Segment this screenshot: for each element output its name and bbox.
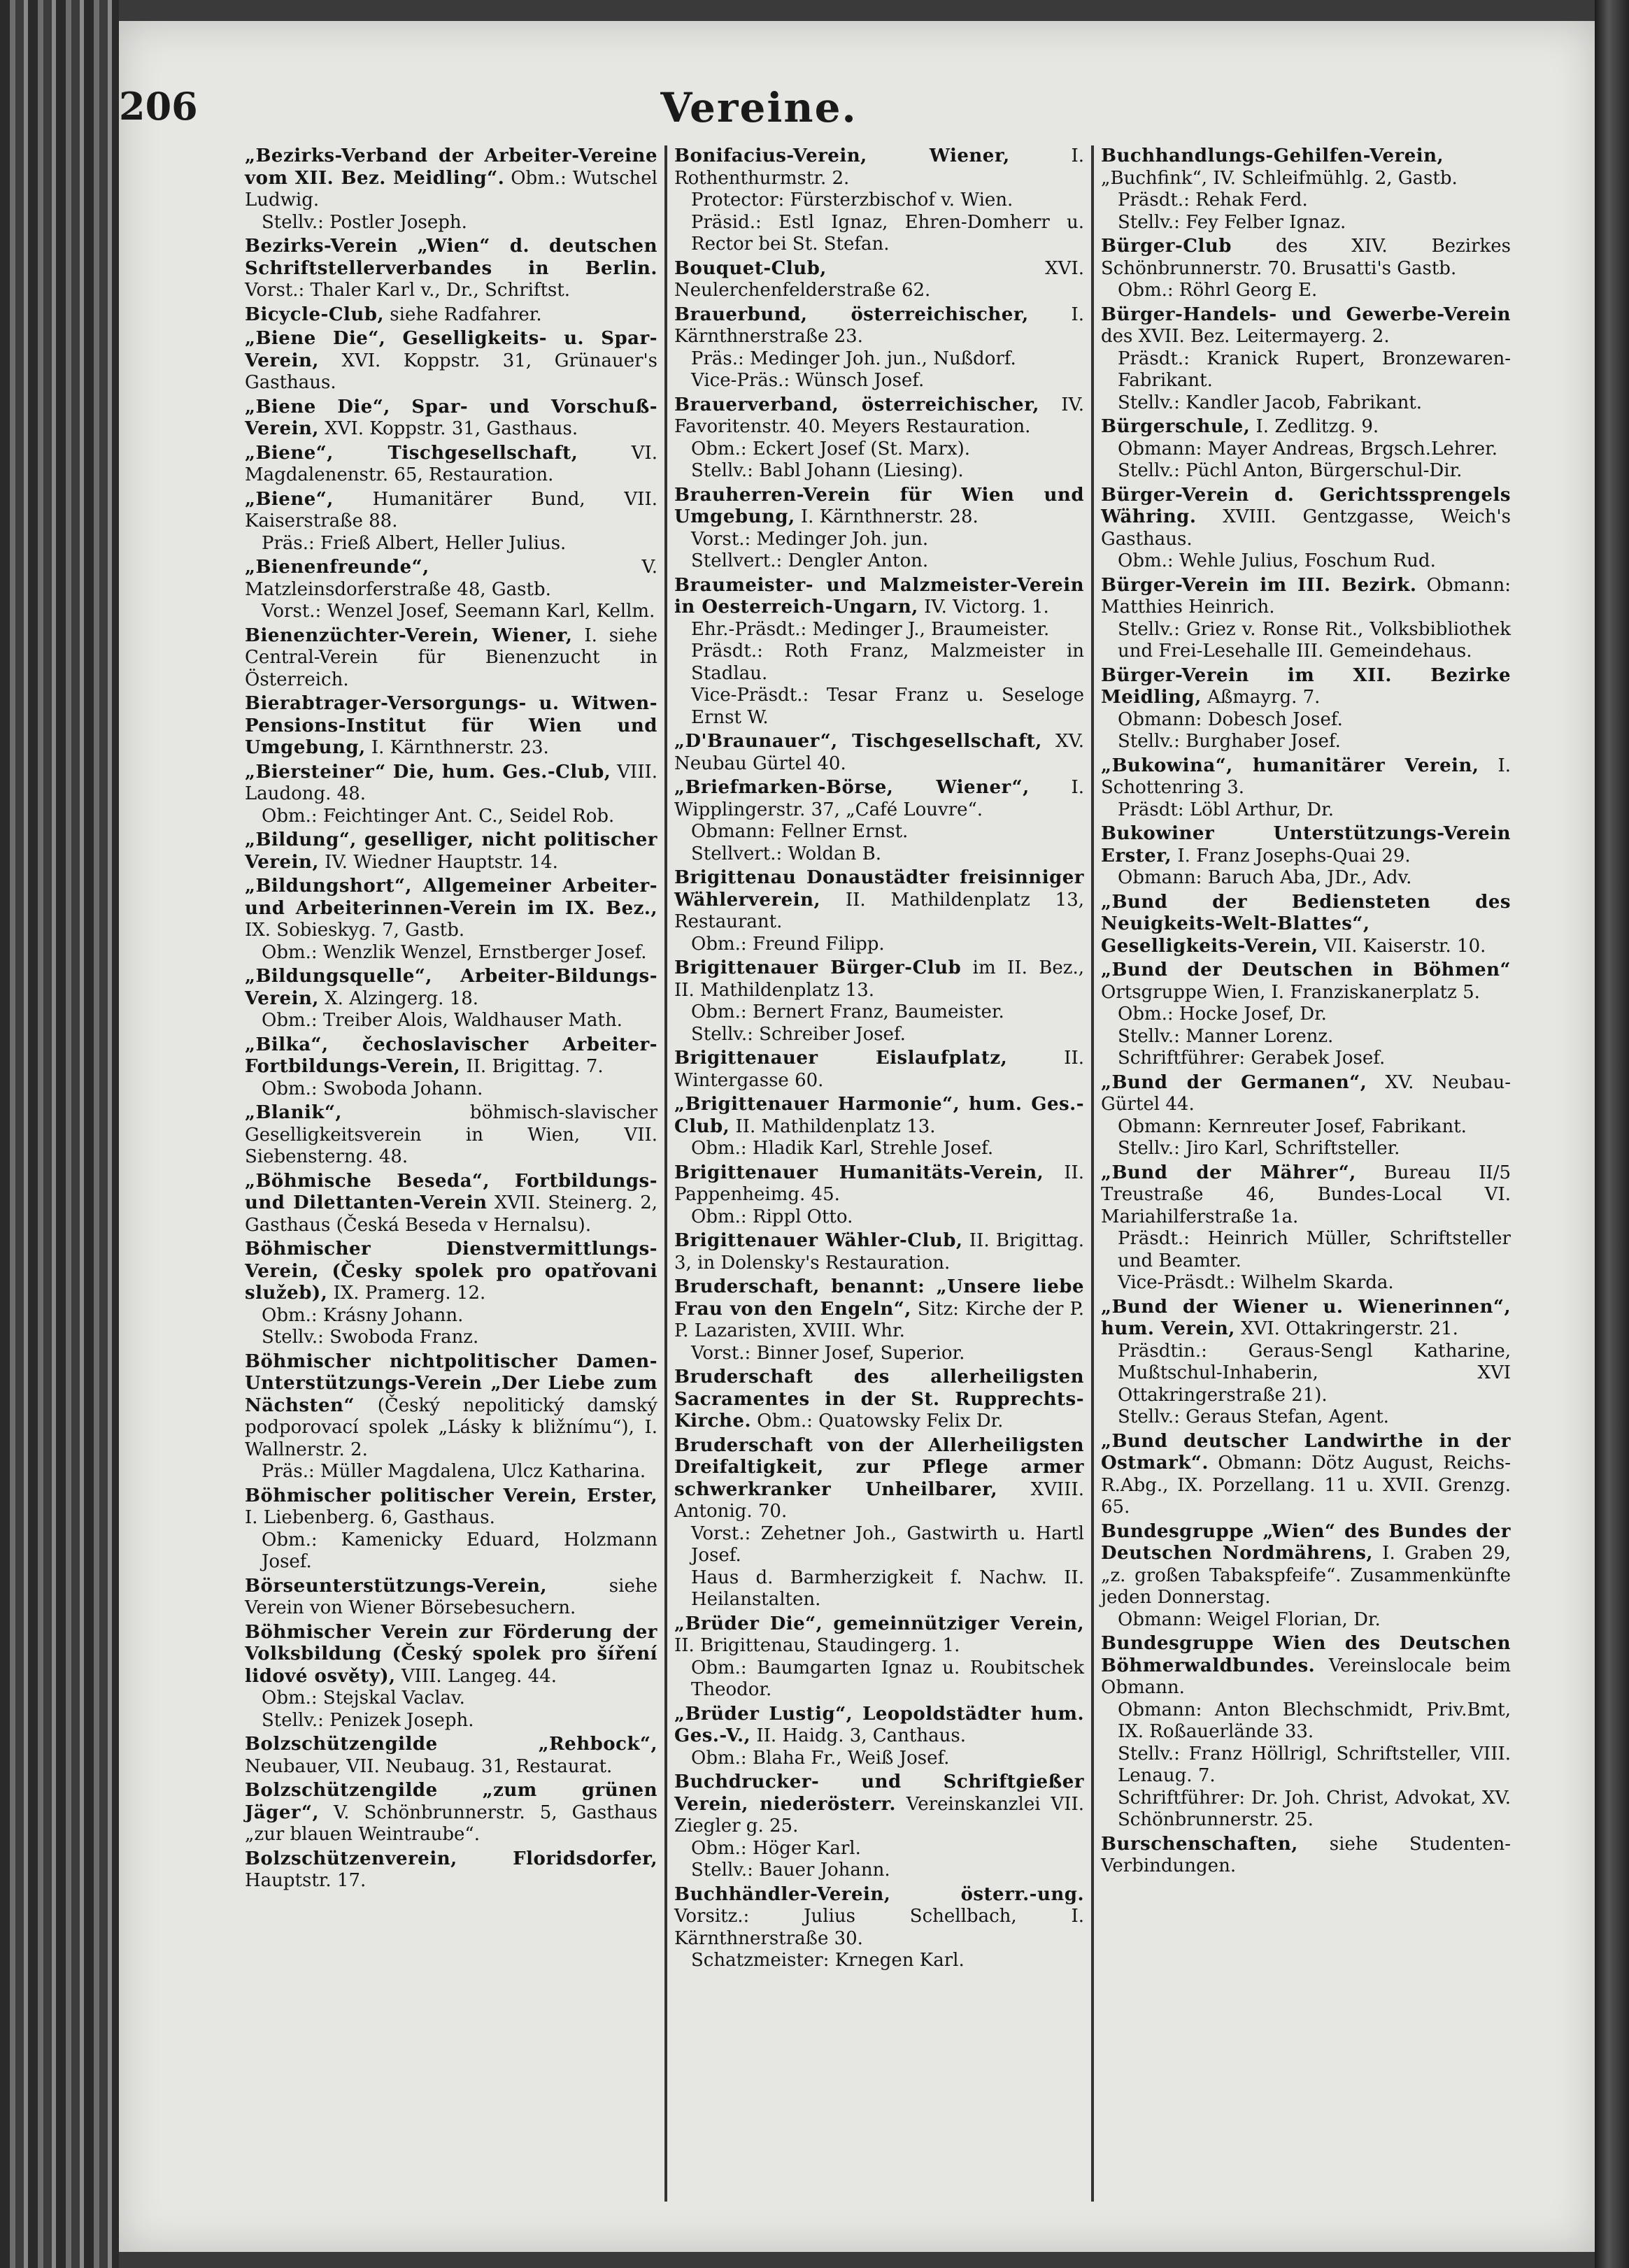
entry-detail: I. Schottenring 3.	[1101, 755, 1511, 798]
directory-entry	[245, 1239, 657, 1349]
entry-name: Buchdrucker- und Schriftgießer Verein, niederösterr.	[674, 1771, 1084, 1815]
entry-detail: Obm.: Röhrl Georg E.	[1118, 280, 1318, 301]
entry-detail: Obm.: Wehle Julius, Foschum Rud.	[1118, 550, 1436, 571]
entry-detail: VIII. Laudong. 48.	[245, 761, 658, 804]
entry-detail: Obm.: Rippl Otto.	[691, 1206, 853, 1227]
entry-detail: II. Wintergasse 60.	[674, 1048, 1084, 1091]
entry-detail: XVII. Steinerg. 2, Gasthaus (Česká Beseda v Hernalsu).	[245, 1192, 657, 1236]
entry-detail: Präs.: Frieß Albert, Heller Julius.	[262, 532, 567, 554]
entry-detail: Hauptstr. 17.	[245, 1870, 367, 1891]
directory-entry	[245, 557, 657, 623]
directory-entry	[245, 145, 657, 234]
entry-detail: im II. Bez., II. Mathildenplatz 13.	[674, 957, 1084, 1001]
directory-entry	[245, 1485, 657, 1574]
entry-detail: Obmann: Mayer Andreas, Brgsch.Lehrer.	[1118, 438, 1498, 459]
entry-detail: Obm.: Treiber Alois, Waldhauser Math.	[262, 1010, 623, 1031]
entry-detail: Stellv.: Burghaber Josef.	[1118, 731, 1341, 752]
directory-entry	[245, 304, 657, 327]
column-right	[1091, 145, 1518, 2202]
entry-detail: Stellv.: Griez v. Ronse Rit., Volksbibliothek und Frei-Lesehalle III. Gemeindehaus.	[1118, 618, 1511, 662]
entry-name: Buchhändler-Verein, österr.-ung.	[674, 1883, 1084, 1905]
directory-entry	[245, 443, 657, 487]
directory-entry	[674, 1884, 1084, 1972]
entry-name: Böhmischer nichtpolitischer Damen-Unterstützungs-Verein „Der Liebe zum Nächsten“	[245, 1350, 657, 1416]
entry-name: Bruderschaft von der Allerheiligsten Dreifaltigkeit, zur Pflege armer schwerkranker Unheilbarer,	[674, 1434, 1084, 1500]
entry-detail: Bureau II/5 Treustraße 46, Bundes-Local VI. Mariahilferstraße 1a.	[1101, 1162, 1511, 1227]
directory-entry	[674, 1276, 1084, 1364]
entry-detail: Stellvert.: Dengler Anton.	[691, 550, 929, 571]
entry-detail: Stellv.: Franz Höllrigl, Schriftsteller, VIII. Lenaug. 7.	[1118, 1743, 1511, 1786]
directory-entry	[674, 731, 1084, 775]
entry-name: „Bund der Bediensteten des Neuigkeits-Welt-Blattes“, Geselligkeits-Verein,	[1101, 891, 1511, 957]
entry-detail: Vorst.: Wenzel Josef, Seemann Karl, Kellm.	[262, 601, 655, 622]
entry-detail: Vorst.: Medinger Joh. jun.	[691, 528, 929, 550]
entry-detail: Präs.: Medinger Joh. jun., Nußdorf.	[691, 348, 1016, 369]
entry-detail: Obmann: Dobesch Josef.	[1118, 708, 1343, 730]
entry-detail: Obm.: Wenzlik Wenzel, Ernstberger Josef.	[262, 941, 647, 963]
directory-entry	[674, 145, 1084, 256]
entry-name: Bürger-Verein im XII. Bezirke Meidling,	[1101, 664, 1511, 708]
entry-detail: I. Kärnthnerstr. 28.	[795, 506, 979, 527]
directory-entry	[674, 258, 1084, 302]
entry-detail: Vice-Präsdt.: Tesar Franz u. Seseloge Ernst W.	[691, 685, 1084, 728]
entry-detail: siehe Verein von Wiener Börsebesuchern.	[245, 1575, 657, 1618]
entry-detail: Obm.: Hocke Josef, Dr.	[1118, 1004, 1327, 1025]
entry-name: Böhmischer politischer Verein, Erster,	[245, 1485, 657, 1506]
directory-entry	[674, 1048, 1084, 1092]
entry-detail: XVI. Neulerchenfelderstraße 62.	[674, 257, 1084, 301]
directory-entry	[674, 1162, 1084, 1229]
entry-name: „Brigittenauer Harmonie“, hum. Ges.-Club,	[674, 1094, 1084, 1137]
entry-name: „Bund der Wiener u. Wienerinnen“, hum. Verein,	[1101, 1296, 1511, 1339]
entry-name: Bürger-Verein d. Gerichtssprengels Währing.	[1101, 484, 1511, 527]
entry-detail: Stellv.: Fey Felber Ignaz.	[1118, 211, 1346, 233]
directory-entry	[1101, 416, 1511, 483]
entry-detail: VI. Magdalenenstr. 65, Restauration.	[245, 442, 657, 485]
entry-detail: XVI. Koppstr. 31, Grünauer's Gasthaus.	[245, 350, 657, 393]
entry-detail: X. Alzingerg. 18.	[318, 987, 479, 1009]
entry-detail: V. Schönbrunnerstr. 5, Gasthaus „zur blauen Weintraube“.	[245, 1802, 657, 1845]
entry-detail: siehe Studenten-Verbindungen.	[1101, 1833, 1511, 1876]
page-title: Vereine.	[660, 84, 858, 131]
entry-name: „Bildungshort“, Allgemeiner Arbeiter- und Arbeiterinnen-Verein im IX. Bez.,	[245, 876, 657, 919]
directory-entry	[245, 1351, 657, 1483]
entry-detail: I. Liebenberg. 6, Gasthaus.	[245, 1507, 495, 1528]
directory-entry	[245, 1171, 657, 1237]
entry-name: „Briefmarken-Börse, Wiener“,	[674, 777, 1030, 798]
directory-entry	[1101, 1297, 1511, 1429]
entry-detail: II. Brigittenau, Staudingerg. 1.	[674, 1635, 960, 1656]
entry-name: „Bund der Germanen“,	[1101, 1071, 1367, 1093]
entry-name: „Bildung“, geselliger, nicht politischer Verein,	[245, 829, 657, 873]
column-middle	[664, 145, 1091, 2202]
entry-name: „Biene“, Tischgesellschaft,	[245, 442, 578, 464]
entry-name: Bierabtrager-Versorgungs- u. Witwen-Pensions-Institut für Wien und Umgebung,	[245, 693, 657, 758]
entry-detail: Obmann: Matthies Heinrich.	[1101, 574, 1511, 618]
entry-detail: Vereinslocale beim Obmann.	[1101, 1655, 1511, 1698]
entry-detail: II. Haidg. 3, Canthaus.	[751, 1725, 966, 1746]
entry-name: Bienenzüchter-Verein, Wiener,	[245, 625, 573, 646]
entry-detail: Protector: Fürsterzbischof v. Wien.	[691, 190, 1013, 211]
entry-detail: „Buchfink“, IV. Schleifmühlg. 2, Gastb.	[1101, 167, 1458, 189]
entry-detail: I. Kärnthnerstr. 23.	[365, 737, 549, 758]
directory-entry	[245, 1102, 657, 1169]
entry-detail: XV. Neubau-Gürtel 44.	[1101, 1071, 1511, 1115]
entry-detail: Vorsitz.: Julius Schellbach, I. Kärnthnerstraße 30.	[674, 1906, 1084, 1949]
entry-detail: des XIV. Bezirkes Schönbrunnerstr. 70. Brusatti's Gastb.	[1101, 236, 1511, 279]
entry-detail: Obm.: Stejskal Vaclav.	[262, 1688, 465, 1709]
directory-entry	[1101, 1834, 1511, 1878]
directory-entry	[1101, 575, 1511, 663]
entry-detail: böhmisch-slavischer Geselligkeitsverein in Wien, VII. Siebensterng. 48.	[245, 1102, 657, 1167]
entry-name: Bolzschützengilde „zum grünen Jäger“,	[245, 1780, 657, 1823]
directory-entry	[245, 1780, 657, 1846]
entry-detail: XV. Neubau Gürtel 40.	[674, 731, 1084, 774]
directory-entry	[1101, 1521, 1511, 1632]
entry-name: Braumeister- und Malzmeister-Verein in Oesterreich-Ungarn,	[674, 574, 1084, 618]
entry-detail: Obm.: Krásny Johann.	[262, 1304, 464, 1326]
entry-detail: Obm.: Baumgarten Ignaz u. Roubitschek Theodor.	[691, 1657, 1084, 1700]
entry-detail: VIII. Langeg. 44.	[395, 1665, 557, 1687]
entry-name: „Bund deutscher Landwirthe in der Ostmark“.	[1101, 1430, 1511, 1474]
entry-detail: Obmann: Anton Blechschmidt, Priv.Bmt, IX. Roßauerlände 33.	[1118, 1699, 1511, 1742]
entry-name: Brauherren-Verein für Wien und Umgebung,	[674, 484, 1084, 527]
entry-detail: Präsdt.: Roth Franz, Malzmeister in Stadlau.	[691, 641, 1084, 684]
entry-detail: VII. Kaiserstr. 10.	[1318, 935, 1486, 957]
entry-name: „Biersteiner“ Die, hum. Ges.-Club,	[245, 761, 611, 783]
directory-entry	[674, 575, 1084, 729]
entry-detail: XVIII. Gentzgasse, Weich's Gasthaus.	[1101, 506, 1511, 550]
entry-detail: Aßmayrg. 7.	[1201, 687, 1321, 708]
entry-detail: Stellvert.: Woldan B.	[691, 843, 881, 864]
entry-detail: Stellv.: Babl Johann (Liesing).	[691, 460, 964, 481]
entry-detail: V. Matzleinsdorferstraße 48, Gastb.	[245, 557, 657, 600]
directory-entry	[245, 489, 657, 555]
directory-entry	[674, 485, 1084, 573]
entry-detail: Obmann: Kernreuter Josef, Fabrikant.	[1118, 1115, 1467, 1137]
directory-entry	[245, 693, 657, 759]
directory-entry	[1101, 892, 1511, 958]
entry-detail: Stellv.: Manner Lorenz.	[1118, 1025, 1334, 1047]
entry-detail: Stellv.: Bauer Johann.	[691, 1860, 890, 1881]
entry-detail: Vorst.: Zehetner Joh., Gastwirth u. Hartl Josef.	[691, 1522, 1084, 1566]
entry-detail: Obm.: Eckert Josef (St. Marx).	[691, 438, 970, 459]
entry-detail: I. siehe Central-Verein für Bienenzucht in Österreich.	[245, 625, 657, 690]
entry-detail: Obmann: Baruch Aba, JDr., Adv.	[1118, 867, 1412, 888]
directory-entry	[245, 625, 657, 692]
entry-name: Bundesgruppe Wien des Deutschen Böhmerwaldbundes.	[1101, 1633, 1511, 1676]
entry-detail: XVI. Koppstr. 31, Gasthaus.	[318, 418, 578, 439]
entry-detail: Obmann: Weigel Florian, Dr.	[1118, 1609, 1381, 1630]
entry-name: Bürger-Handels- und Gewerbe-Verein	[1101, 304, 1511, 325]
entry-name: Bonifacius-Verein, Wiener,	[674, 145, 1010, 166]
directory-entry	[674, 1094, 1084, 1160]
directory-entry	[245, 397, 657, 441]
entry-name: „Brüder Lustig“, Leopoldstädter hum. Ges.-V.,	[674, 1703, 1084, 1746]
entry-detail: I. Zedlitzg. 9.	[1250, 416, 1379, 437]
entry-detail: (Český nepolitický damský podporovací spolek „Lásky k bližnímu“), I. Wallnerstr. 2.	[245, 1395, 657, 1460]
entry-detail: IX. Sobieskyg. 7, Gastb.	[245, 920, 465, 941]
entry-name: Bolzschützenverein, Floridsdorfer,	[245, 1848, 657, 1869]
entry-detail: I. Kärnthnerstraße 23.	[674, 304, 1084, 347]
entry-name: Brauerverband, österreichischer,	[674, 394, 1039, 415]
entry-detail: des XVII. Bez. Leitermayerg. 2.	[1101, 326, 1390, 347]
entry-detail: Schriftführer: Dr. Joh. Christ, Advokat, XV. Schönbrunnerstr. 25.	[1118, 1787, 1511, 1830]
entry-name: „Brüder Die“, gemeinnütziger Verein,	[674, 1613, 1084, 1634]
entry-name: Bolzschützengilde „Rehbock“,	[245, 1734, 657, 1755]
entry-detail: Obm.: Höger Karl.	[691, 1837, 861, 1859]
directory-entry	[245, 1622, 657, 1732]
entry-detail: Haus d. Barmherzigkeit f. Nachw. II. Heilanstalten.	[691, 1567, 1084, 1610]
entry-detail: II. Brigittag. 7.	[460, 1056, 604, 1077]
entry-detail: XVIII. Antonig. 70.	[674, 1478, 1084, 1522]
entry-name: Bezirks-Verein „Wien“ d. deutschen Schriftstellerverbandes in Berlin.	[245, 236, 657, 279]
entry-name: Bukowiner Unterstützungs-Verein Erster,	[1101, 823, 1511, 866]
entry-name: „Bezirks-Verband der Arbeiter-Vereine vom XII. Bez. Meidling“.	[245, 145, 657, 189]
entry-name: Brigittenauer Eislaufplatz,	[674, 1048, 1008, 1069]
entry-name: Börseunterstützungs-Verein,	[245, 1575, 548, 1597]
book-binding	[0, 0, 119, 2268]
entry-detail: II. Mathildenplatz 13.	[730, 1115, 936, 1137]
entry-detail: Obm.: Swoboda Johann.	[262, 1078, 483, 1099]
directory-entry	[674, 1771, 1084, 1882]
directory-entry	[674, 777, 1084, 865]
entry-name: „Bildungsquelle“, Arbeiter-Bildungs-Verein,	[245, 966, 657, 1009]
entry-detail: siehe Radfahrer.	[384, 304, 542, 325]
entry-name: „Bund der Mährer“,	[1101, 1162, 1356, 1183]
entry-name: Brigittenauer Wähler-Club,	[674, 1230, 963, 1251]
entry-detail: Präsdtin.: Geraus-Sengl Katharine, Mußtschul-Inhaberin, XVI Ottakringerstraße 21).	[1118, 1340, 1511, 1406]
entry-detail: Obm.: Quatowsky Felix Dr.	[751, 1411, 1004, 1432]
entry-detail: Stellv.: Schreiber Josef.	[691, 1023, 906, 1045]
entry-detail: Stellv.: Swoboda Franz.	[262, 1327, 479, 1348]
entry-detail: II. Mathildenplatz 13, Restaurant.	[674, 889, 1084, 932]
entry-name: Bürger-Verein im III. Bezirk.	[1101, 574, 1417, 596]
entry-name: „Blanik“,	[245, 1102, 342, 1123]
entry-name: „Biene“,	[245, 488, 334, 510]
entry-detail: Obm.: Wutschel Ludwig.	[245, 167, 657, 211]
directory-entry	[1101, 485, 1511, 573]
entry-detail: Präsid.: Estl Ignaz, Ehren-Domherr u. Rector bei St. Stefan.	[691, 211, 1084, 255]
directory-entry	[245, 1848, 657, 1892]
directory-entry	[1101, 1633, 1511, 1832]
directory-entry	[245, 762, 657, 828]
entry-detail: Ortsgruppe Wien, I. Franziskanerplatz 5.	[1101, 981, 1480, 1003]
entry-detail: I. Rothenthurmstr. 2.	[674, 145, 1084, 189]
directory-entry	[245, 966, 657, 1032]
directory-entry	[674, 1230, 1084, 1274]
entry-detail: II. Pappenheimg. 45.	[674, 1162, 1084, 1205]
entry-detail: Vice-Präs.: Wünsch Josef.	[691, 370, 925, 391]
entry-detail: XVI. Ottakringerstr. 21.	[1235, 1318, 1458, 1339]
entry-name: Böhmischer Dienstvermittlungs-Verein, (Česky spolek pro opatřovani služeb),	[245, 1239, 657, 1304]
directory-entry	[674, 1613, 1084, 1702]
entry-name: Brauerbund, österreichischer,	[674, 304, 1029, 325]
entry-name: Bruderschaft des allerheiligsten Sacramentes in der St. Rupprechts-Kirche.	[674, 1367, 1084, 1432]
directory-entry	[245, 1034, 657, 1101]
directory-entry	[1101, 304, 1511, 415]
directory-entry	[1101, 823, 1511, 890]
entry-name: Bürgerschule,	[1101, 416, 1251, 437]
entry-detail: Obm.: Bernert Franz, Baumeister.	[691, 1001, 1004, 1022]
entry-name: „Bukowina“, humanitärer Verein,	[1101, 755, 1479, 776]
entry-name: Böhmischer Verein zur Förderung der Volksbildung (Český spolek pro šíření lidové osvěty),	[245, 1621, 657, 1687]
directory-entry	[245, 1576, 657, 1620]
entry-name: „Bund der Deutschen in Böhmen“	[1101, 960, 1511, 980]
directory-entry	[245, 328, 657, 394]
entry-name: „Biene Die“, Spar- und Vorschuß-Verein,	[245, 396, 657, 439]
directory-entry	[245, 236, 657, 302]
entry-detail: Obmann: Dötz August, Reichs-R.Abg., IX. Porzellang. 11 u. XVII. Grenzg. 65.	[1101, 1453, 1511, 1518]
entry-detail: Obm.: Kamenicky Eduard, Holzmann Josef.	[262, 1529, 657, 1572]
entry-detail: Obmann: Fellner Ernst.	[691, 821, 909, 842]
entry-detail: I. Graben 29, „z. großen Tabakspfeife“. Zusammenkünfte jeden Donnerstag.	[1101, 1543, 1511, 1608]
entry-name: Buchhandlungs-Gehilfen-Verein,	[1101, 145, 1444, 166]
entry-name: „Böhmische Beseda“, Fortbildungs- und Dilettanten-Verein	[245, 1170, 657, 1213]
page-number: 206	[119, 84, 198, 129]
entry-detail: I. Franz Josephs-Quai 29.	[1172, 845, 1411, 866]
entry-detail: Präs.: Müller Magdalena, Ulcz Katharina.	[262, 1461, 646, 1482]
entry-name: Burschenschaften,	[1101, 1833, 1298, 1855]
entry-detail: I. Wipplingerstr. 37, „Café Louvre“.	[674, 777, 1084, 820]
directory-entry	[1101, 665, 1511, 753]
entry-detail: Obm.: Hladik Karl, Strehle Josef.	[691, 1138, 994, 1159]
entry-name: Bicycle-Club,	[245, 304, 385, 325]
entry-detail: Stellv.: Postler Joseph.	[262, 211, 467, 233]
directory-entry	[674, 394, 1084, 483]
entry-name: Brigittenauer Bürger-Club	[674, 957, 962, 978]
entry-name: „Bienenfreunde“,	[245, 557, 429, 578]
entry-detail: IX. Pramerg. 12.	[327, 1283, 486, 1304]
entry-detail: Stellv.: Kandler Jacob, Fabrikant.	[1118, 392, 1423, 413]
directory-entry	[674, 304, 1084, 392]
directory-entry	[245, 829, 657, 873]
entry-detail: Präsdt.: Rehak Ferd.	[1118, 190, 1308, 211]
entry-detail: IV. Favoritenstr. 40. Meyers Restauration.	[674, 394, 1084, 437]
entry-detail: Vice-Präsdt.: Wilhelm Skarda.	[1118, 1272, 1394, 1293]
page-header	[119, 84, 1399, 147]
entry-detail: Schriftführer: Gerabek Josef.	[1118, 1048, 1386, 1069]
directory-entry	[1101, 755, 1511, 822]
directory-entry	[1101, 145, 1511, 234]
entry-detail: Humanitärer Bund, VII. Kaiserstraße 88.	[245, 488, 657, 532]
entry-name: Bruderschaft, benannt: „Unsere liebe Frau von den Engeln“,	[674, 1276, 1084, 1320]
directory-entry	[674, 1367, 1084, 1433]
entry-detail: Obm.: Blaha Fr., Weiß Josef.	[691, 1747, 950, 1769]
directory-entry	[1101, 1431, 1511, 1519]
page-edge	[1595, 0, 1629, 2268]
directory-columns	[238, 145, 1553, 2202]
entry-detail: Vereinskanzlei VII. Ziegler g. 25.	[674, 1793, 1084, 1836]
entry-detail: Obm.: Feichtinger Ant. C., Seidel Rob.	[262, 805, 615, 827]
entry-detail: Obm.: Freund Filipp.	[691, 933, 885, 955]
entry-name: Bürger-Club	[1101, 236, 1232, 257]
entry-detail: Präsdt.: Kranick Rupert, Bronzewaren-Fabrikant.	[1118, 348, 1511, 391]
entry-name: Brigittenau Donaustädter freisinniger Wählerverein,	[674, 867, 1084, 911]
directory-entry	[674, 1435, 1084, 1611]
directory-entry	[674, 957, 1084, 1046]
entry-detail: Stellv.: Püchl Anton, Bürgerschul-Dir.	[1118, 460, 1463, 481]
entry-detail: IV. Victorg. 1.	[918, 597, 1049, 618]
entry-detail: Präsdt: Löbl Arthur, Dr.	[1118, 799, 1334, 820]
directory-entry	[1101, 960, 1511, 1070]
entry-detail: Stellv.: Geraus Stefan, Agent.	[1118, 1406, 1389, 1427]
entry-detail: Schatzmeister: Krnegen Karl.	[691, 1950, 965, 1971]
entry-detail: Ehr.-Präsdt.: Medinger J., Braumeister.	[691, 618, 1050, 640]
entry-name: „Bilka“, čechoslavischer Arbeiter-Fortbildungs-Verein,	[245, 1034, 657, 1077]
entry-name: Bundesgruppe „Wien“ des Bundes der Deutschen Nordmährens,	[1101, 1520, 1511, 1564]
entry-name: Brigittenauer Humanitäts-Verein,	[674, 1162, 1044, 1183]
entry-detail: Stellv.: Penizek Joseph.	[262, 1709, 474, 1731]
directory-entry	[1101, 1162, 1511, 1295]
entry-detail: Vorst.: Thaler Karl v., Dr., Schriftst.	[245, 280, 571, 301]
entry-detail: Stellv.: Jiro Karl, Schriftsteller.	[1118, 1138, 1400, 1159]
directory-entry	[1101, 236, 1511, 302]
column-left	[238, 145, 664, 2202]
directory-entry	[674, 867, 1084, 955]
entry-name: „D'Braunauer“, Tischgesellschaft,	[674, 731, 1042, 752]
entry-detail: II. Brigittag. 3, in Dolensky's Restauration.	[674, 1230, 1085, 1274]
directory-entry	[245, 1734, 657, 1778]
directory-entry	[674, 1704, 1084, 1770]
directory-entry	[1101, 1072, 1511, 1160]
entry-detail: Sitz: Kirche der P. P. Lazaristen, XVIII. Whr.	[674, 1298, 1085, 1341]
entry-name: „Biene Die“, Geselligkeits- u. Spar-Verein,	[245, 328, 657, 371]
entry-detail: Vorst.: Binner Josef, Superior.	[691, 1342, 965, 1364]
directory-entry	[245, 876, 657, 964]
entry-detail: IV. Wiedner Hauptstr. 14.	[318, 851, 558, 873]
entry-name: Bouquet-Club,	[674, 257, 827, 279]
entry-detail: Präsdt.: Heinrich Müller, Schriftsteller und Beamter.	[1118, 1228, 1511, 1271]
entry-detail: Neubauer, VII. Neubaug. 31, Restaurat.	[245, 1755, 613, 1777]
